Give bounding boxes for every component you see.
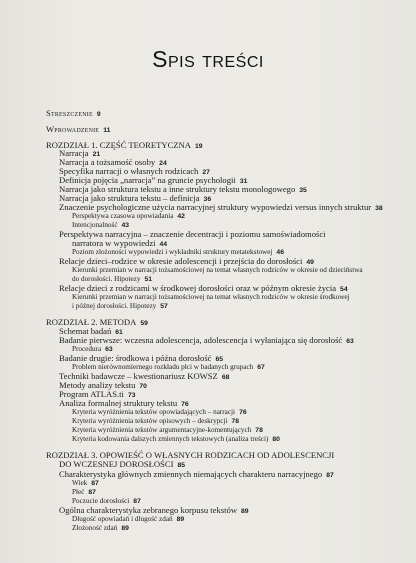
- toc-entry-title: Znaczenie psychologiczne użycia narracyjnej struktury wypowiedzi versus innych struktur: [59, 202, 372, 212]
- toc-entry-title: Długość opowiadań i długość zdań: [72, 515, 173, 523]
- toc-entry-page: 35: [299, 187, 307, 194]
- toc-entry-page: 38: [375, 205, 383, 212]
- toc-entry-title: i późnej dorosłości. Hipotezy: [72, 302, 157, 310]
- toc-entry-page: 51: [144, 276, 153, 283]
- toc-entry-page: 89: [121, 525, 129, 532]
- toc-entry-page: 24: [159, 160, 167, 167]
- toc-entry: [72, 434, 280, 445]
- toc-entry-page: 87: [133, 498, 141, 505]
- toc-entry-page: 89: [241, 508, 249, 515]
- toc-entry-page: 89: [176, 516, 185, 523]
- toc-entry-title: Specyfika narracji o własnych rodzicach: [59, 166, 199, 176]
- toc-entry-title: Metody analizy tekstu: [59, 380, 136, 390]
- toc-entry: [46, 124, 110, 136]
- toc-entry-page: 87: [88, 489, 96, 496]
- toc-entry-page: 57: [160, 303, 168, 310]
- toc-entry-page: 19: [194, 143, 203, 150]
- toc-entry-title: Program ATLAS.ti: [59, 389, 124, 399]
- toc-entry-page: 31: [239, 178, 248, 185]
- toc-entry: [46, 108, 101, 120]
- toc-entry-page: 80: [272, 436, 280, 443]
- toc-entry-title: Narracja jako struktura tekstu a inne struktury tekstu monologowego: [59, 184, 296, 194]
- toc-entry-title: Badanie pierwsze: wczesna adolescencja, adolescencja i wyłaniająca się dorosłość: [59, 335, 343, 345]
- toc-entry-page: 46: [276, 249, 284, 256]
- toc-entry-title: Poczucie dorosłości: [72, 497, 130, 505]
- toc-entry: [59, 469, 334, 481]
- toc-entry-page: 78: [255, 427, 263, 434]
- toc-entry-title: Kryteria wyróżnienia tekstów argumentacyjne-komentujących: [72, 426, 252, 434]
- toc-entry-page: 61: [115, 329, 123, 336]
- toc-entry-title: Streszczenie: [46, 108, 93, 118]
- toc-entry-title: ROZDZIAŁ 3. OPOWIEŚĆ O WŁASNYCH RODZICACH OD ADOLESCENCJI: [46, 450, 335, 460]
- toc-entry-page: 63: [105, 346, 113, 353]
- toc-entry-page: 43: [121, 222, 130, 229]
- toc-entry-page: 68: [221, 374, 230, 381]
- toc-entry-title: ROZDZIAŁ 2. METODA: [46, 317, 137, 327]
- toc-entry: [72, 301, 168, 312]
- toc-entry-page: 36: [203, 196, 212, 203]
- toc-entry-page: 85: [177, 462, 185, 469]
- toc-entry-title: Kierunki przemian w narracji tożsamościowej na temat własnych rodziców w okresie od dzieciństwa: [72, 266, 363, 274]
- toc-entry-title: Narracja jako struktura tekstu – definicja: [59, 193, 200, 203]
- toc-entry-title: Płeć: [72, 488, 85, 496]
- toc-entry-title: Kierunki przemian w narracji tożsamościowej na temat własnych rodziców w okresie środkowej: [72, 293, 350, 301]
- toc-entry-title: Techniki badawcze – kwestionariusz KOWSZ: [59, 371, 218, 381]
- toc-entry-title: Wiek: [72, 479, 88, 487]
- toc-entry-title: Relacje dzieci–rodzice w okresie adolescencji i przejścia do dorosłości: [59, 256, 303, 266]
- toc-entry-title: do dorosłości. Hipotezy: [72, 275, 141, 283]
- toc-entry-page: 67: [257, 364, 265, 371]
- toc-entry-title: Narracja: [59, 148, 89, 158]
- toc-entry-title: Narracja a tożsamość osoby: [59, 157, 156, 167]
- toc-entry-title: Procedura: [72, 345, 102, 353]
- toc-entry-title: Charakterystyka głównych zmiennych niemających charakteru narracyjnego: [59, 469, 323, 479]
- toc-entry-page: 44: [159, 241, 168, 248]
- toc-entry-title: Kryteria wyróżnienia tekstów opisowych – deskrypcji: [72, 417, 228, 425]
- toc-entry-page: 27: [202, 169, 210, 176]
- page-title: Spis treści: [152, 46, 264, 72]
- toc-entry-title: Analiza formalnej struktury tekstu: [59, 398, 178, 408]
- toc-entry-page: 73: [127, 392, 136, 399]
- toc-entry-title: Złożoność zdań: [72, 524, 118, 532]
- toc-entry-title: Kryteria kodowania dalszych zmiennych tekstowych (analiza treści): [72, 435, 269, 443]
- toc-entry-title: Kryteria wyróżnienia tekstów opowiadających – narracji: [72, 408, 236, 416]
- toc-entry-title: narratora w wypowiedzi: [72, 238, 156, 248]
- toc-entry-title: ROZDZIAŁ 1. CZĘŚĆ TEORETYCZNA: [46, 140, 191, 150]
- toc-entry-page: 63: [346, 338, 354, 345]
- toc-entry: [72, 523, 129, 534]
- toc-entry-page: 49: [306, 259, 314, 266]
- toc-entry-page: 59: [140, 320, 148, 327]
- toc-entry-page: 42: [177, 213, 185, 220]
- toc-entry-title: Perspektywa narracyjna – znaczenie decentracji i poziomu samoświadomości: [59, 229, 326, 239]
- toc-entry-page: 11: [103, 127, 111, 134]
- toc-entry-title: Wprowadzenie: [46, 124, 100, 134]
- toc-entry-page: 65: [215, 356, 224, 363]
- toc-entry-title: Schemat badań: [59, 326, 112, 336]
- toc-entry-page: 54: [340, 286, 348, 293]
- toc-entry-title: Problem nierównomiernego rozkładu płci w badanych grupach: [72, 363, 254, 371]
- toc-entry-title: Relacje dzieci z rodzicami w środkowej dorosłości oraz w późnym okresie życia: [59, 283, 337, 293]
- toc-entry-page: 87: [91, 480, 99, 487]
- toc-entry-title: Perspektywa czasowa opowiadania: [72, 212, 174, 220]
- toc-entry-title: Intencjonalność: [72, 221, 118, 229]
- toc-entry-title: Poziom złożoności wypowiedzi i wykładniki struktury metatekstowej: [72, 248, 273, 256]
- toc-entry-page: 9: [96, 111, 101, 118]
- toc-entry-page: 76: [181, 401, 189, 408]
- toc-entry-title: Badanie drugie: środkowa i późna dorosłość: [59, 353, 212, 363]
- toc-entry-title: Ogólna charakterystyka zebranego korpusu tekstów: [59, 505, 238, 515]
- toc-entry-page: 76: [239, 409, 247, 416]
- toc-entry-page: 87: [326, 472, 334, 479]
- toc-entry-title: Definicja pojęcia „narracja” na gruncie psychologii: [59, 175, 236, 185]
- toc-entry-title: DO WCZESNEJ DOROSŁOŚCI: [59, 459, 174, 469]
- toc-entry-page: 78: [231, 418, 240, 425]
- toc-entry-page: 21: [92, 151, 101, 158]
- toc-entry-page: 70: [139, 383, 147, 390]
